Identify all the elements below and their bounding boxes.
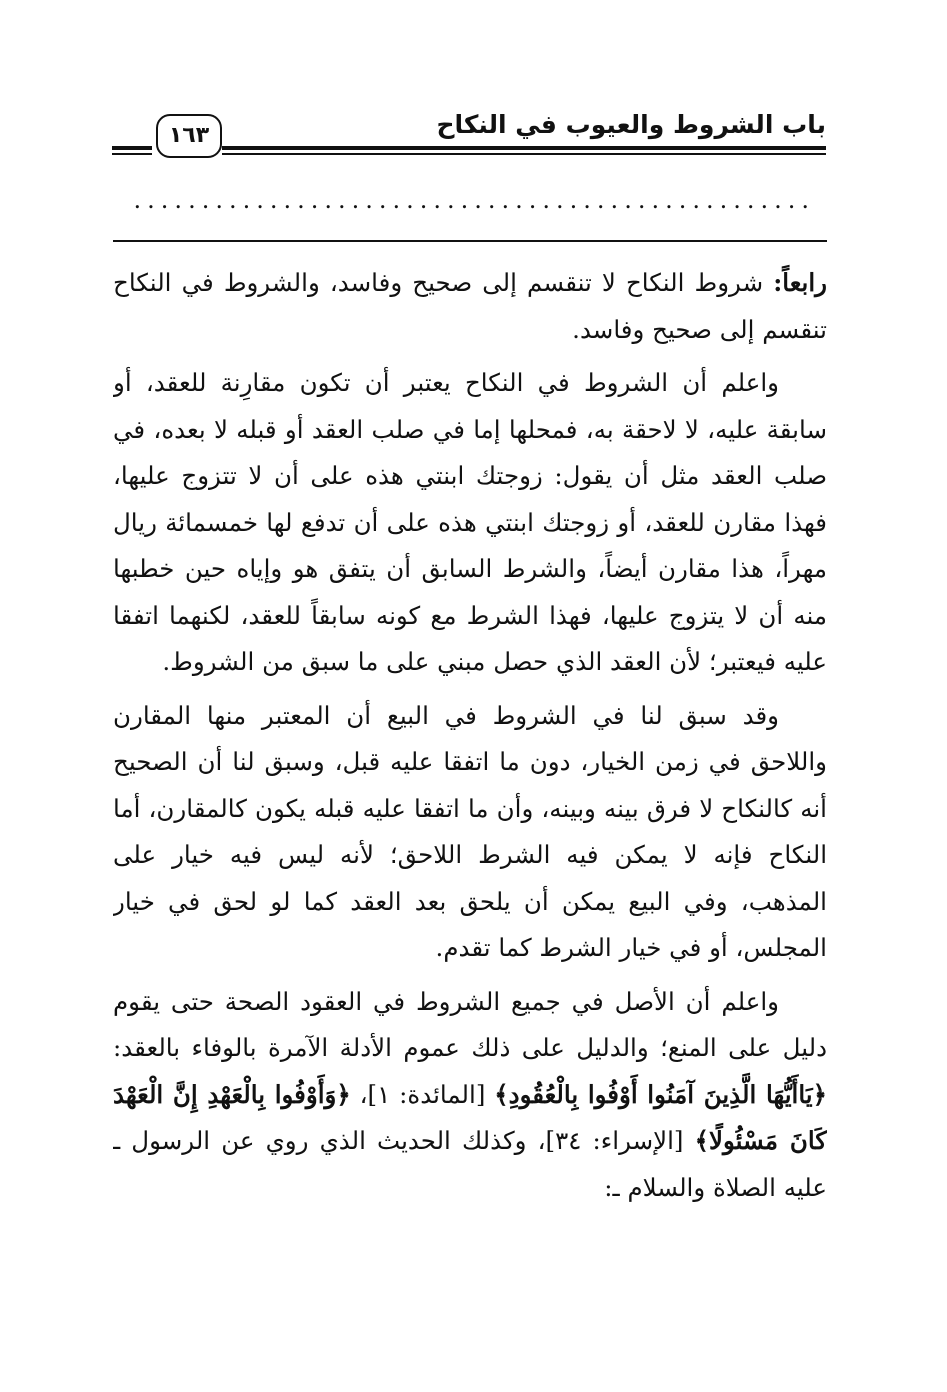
verse-reference-1: [المائدة: ١]،	[350, 1079, 495, 1109]
paragraph-2: واعلم أن الشروط في النكاح يعتبر أن تكون مقارِنة للعقد، أو سابقة عليه، لا لاحقة به، فمحلها إما في صلب العقد أو قبله لا بعده، في صلب العقد مثل أن يقول: زوجتك ابنتي هذه على أن لا تتزوج عليها، فهذا مقارن للعقد، أو زوجتك ابنتي هذه على أن تدفع لها خمسمائة ريال مهراً، هذا مقارن أيضاً، والشرط السابق أن يتفق هو وإياه حين خطبها منه أن لا يتزوج عليها، فهذا الشرط مع كونه سابقاً للعقد، لكنهما اتفقا عليه فيعتبر؛ لأن العقد الذي حصل مبني على ما سبق من الشروط.	[113, 368, 827, 676]
separator-line	[113, 240, 827, 242]
quran-verse-2: ﴿وَأَوْفُوا بِالْعَهْدِ إِنَّ الْعَهْدَ كَانَ مَسْئُولًا﴾	[113, 1079, 827, 1155]
header-rule-thin	[222, 153, 826, 155]
footnote-dots: ..................................................	[133, 188, 815, 212]
paragraph-lead: رابعاً:	[773, 268, 827, 297]
paragraph-1-text: شروط النكاح لا تنقسم إلى صحيح وفاسد، والشروط في النكاح تنقسم إلى صحيح وفاسد.	[113, 268, 827, 344]
header-rule-thick	[222, 146, 826, 150]
paragraph-3: وقد سبق لنا في الشروط في البيع أن المعتبر منها المقارن واللاحق في زمن الخيار، دون ما اتفقا عليه قبل، وسبق لنا أن الصحيح أنه كالنكاح لا فرق بينه وبينه، وأن ما اتفقا عليه قبله يكون كالمقارن، أما النكاح فإنه لا يمكن فيه الشرط اللاحق؛ لأنه ليس فيه خيار على المذهب، وفي البيع يمكن أن يلحق بعد العقد كما لو لحق في خيار المجلس، أو في خيار الشرط كما تقدم.	[113, 700, 827, 962]
main-text	[113, 260, 827, 1340]
header-rule-left-thin	[112, 153, 152, 155]
paragraph-4	[113, 979, 827, 1212]
verse-reference-2: [الإسراء: ٣٤]، وكذلك الحديث الذي روي عن الرسول ـ عليه الصلاة والسلام ـ:	[113, 1126, 827, 1202]
page-number: ١٦٣	[156, 114, 222, 158]
chapter-title: باب الشروط والعيوب في النكاح	[436, 110, 826, 139]
paragraph-1	[113, 260, 827, 353]
header-rule-left-thick	[112, 146, 152, 150]
page-header	[112, 108, 826, 158]
quran-verse-1: ﴿يَاأَيُّهَا الَّذِينَ آمَنُوا أَوْفُوا بِالْعُقُودِ﴾	[494, 1079, 827, 1109]
paragraph-4-text-a: واعلم أن الأصل في جميع الشروط في العقود الصحة حتى يقوم دليل على المنع؛ والدليل على ذلك عموم الأدلة الآمرة بالوفاء بالعقد:	[113, 986, 827, 1062]
